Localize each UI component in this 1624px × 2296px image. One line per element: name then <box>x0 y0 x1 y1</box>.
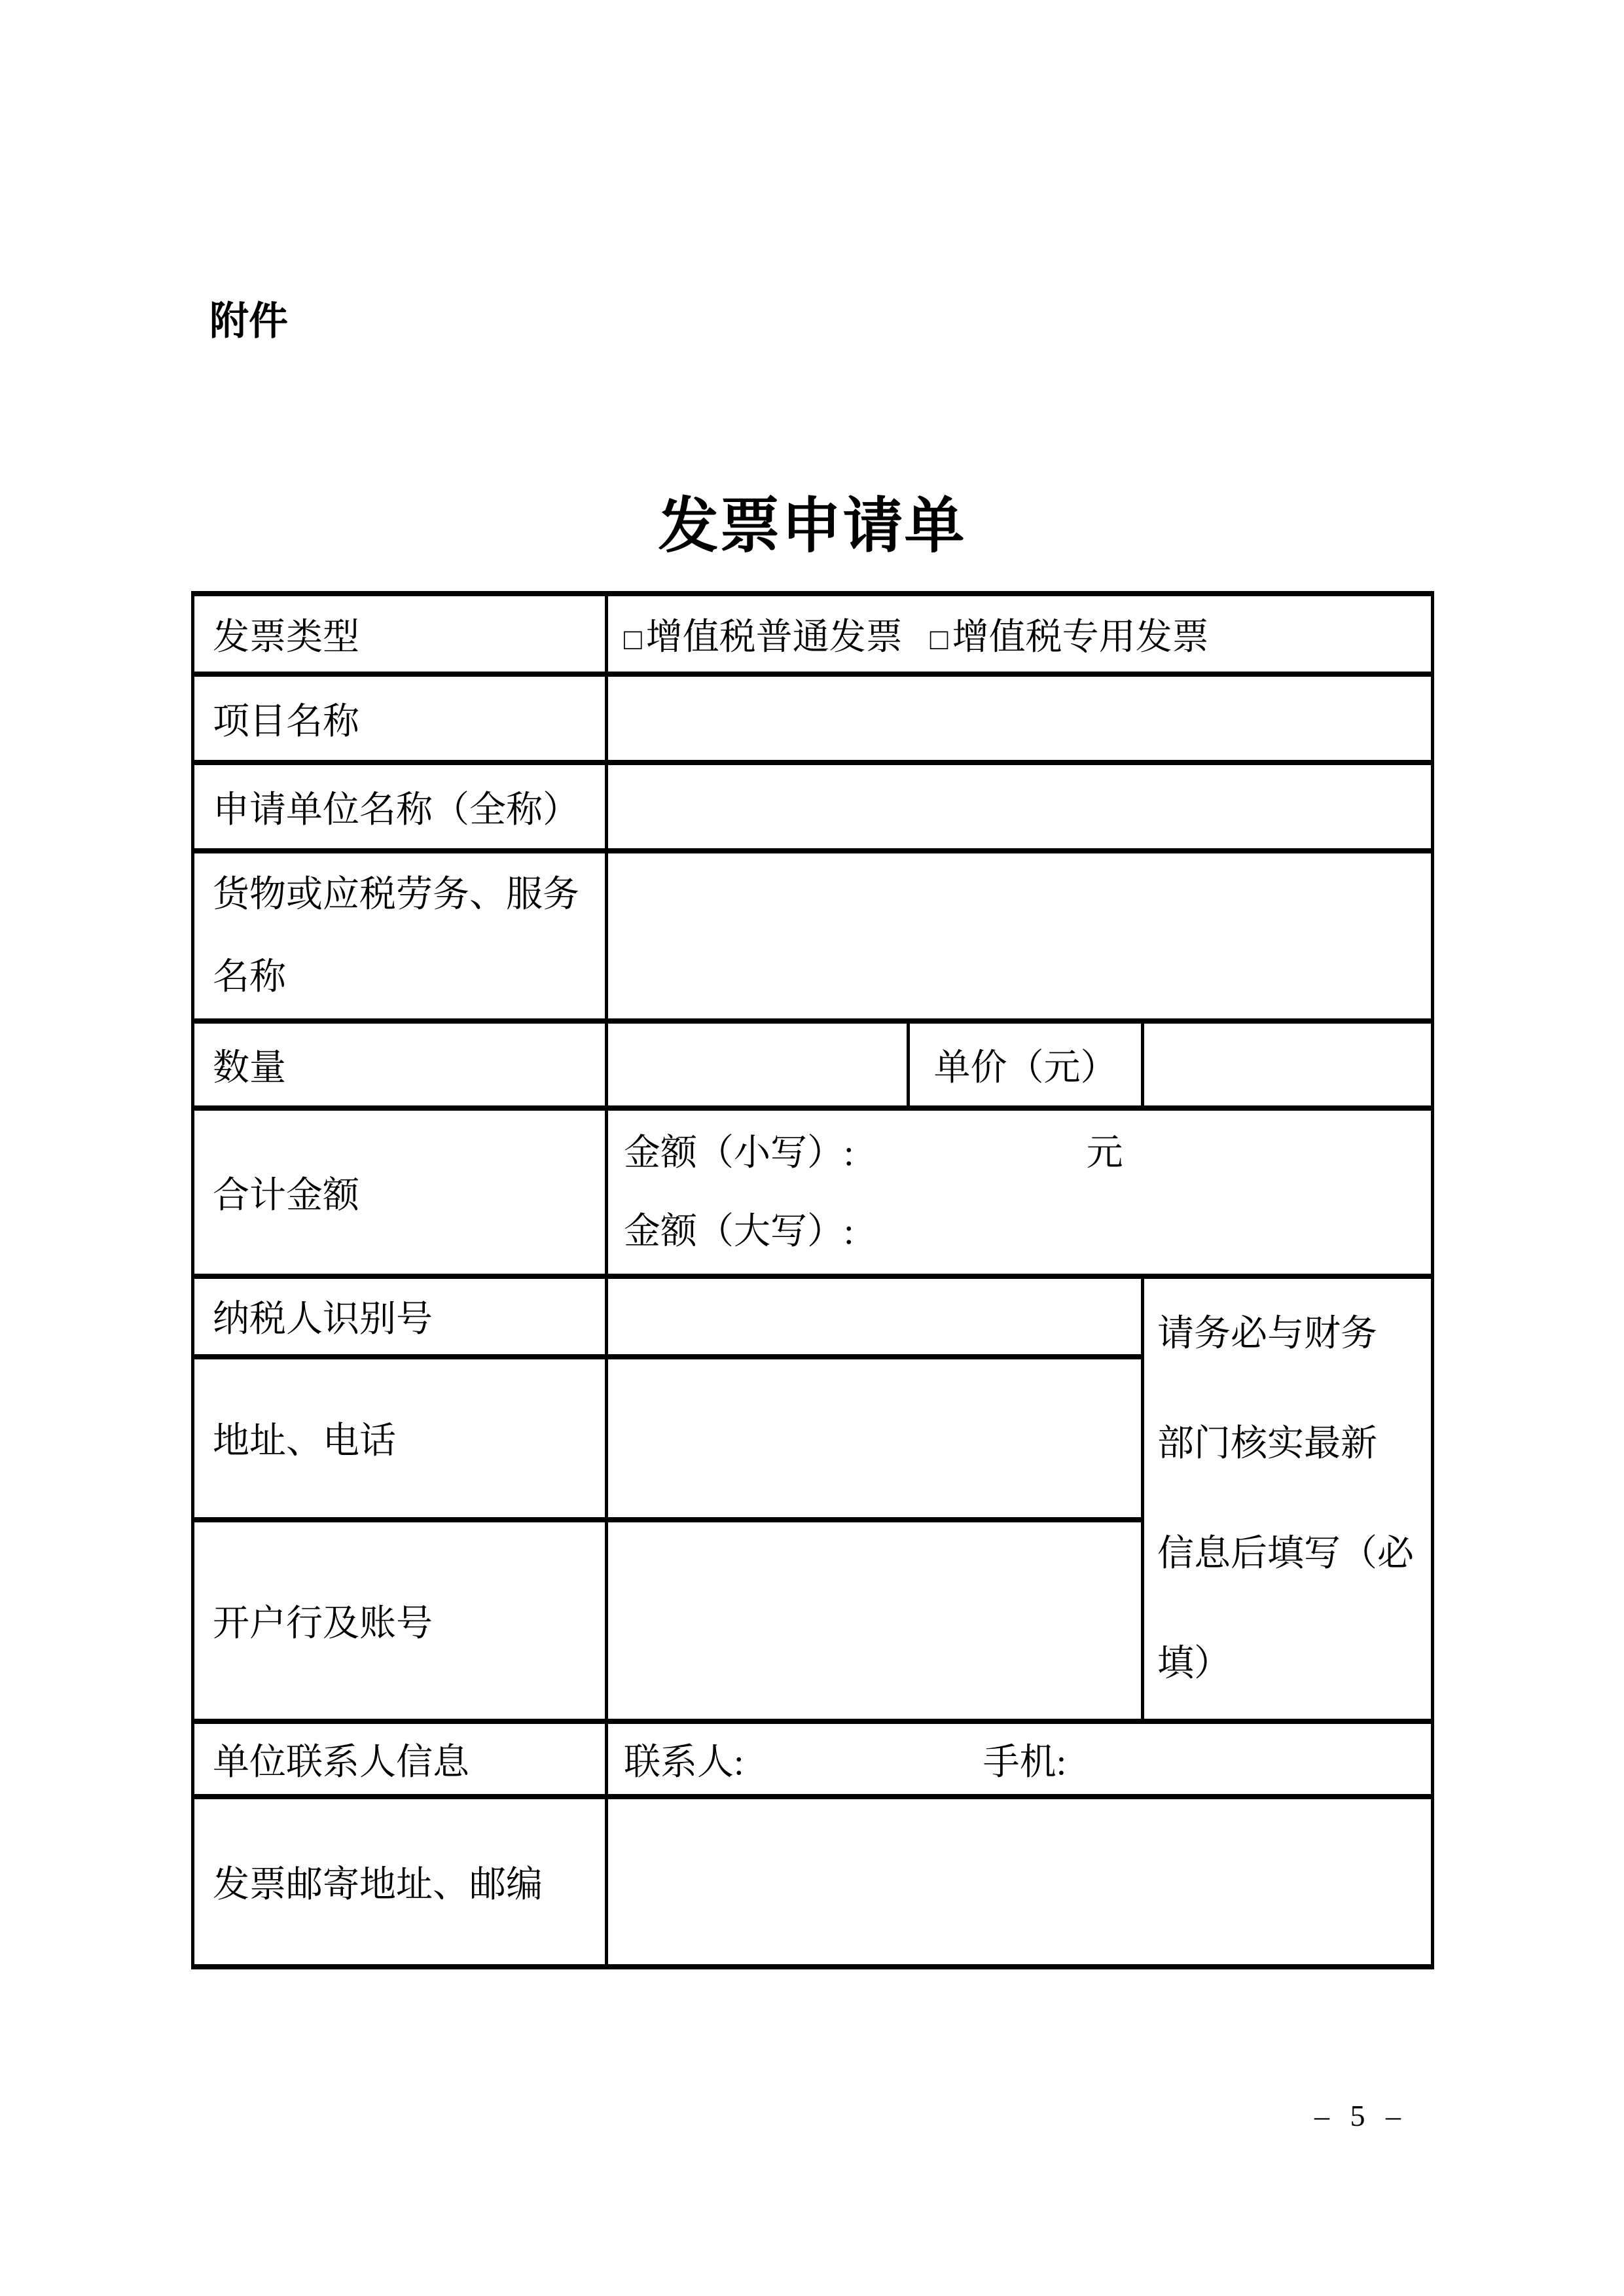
amount-unit-label: 元 <box>1086 1132 1123 1174</box>
invoice-type-options-cell <box>607 594 1433 674</box>
address-phone-value-cell <box>607 1357 1143 1520</box>
finance-note-cell <box>1143 1276 1433 1721</box>
contact-info-label: 单位联系人信息 <box>193 1721 607 1797</box>
table-row <box>193 1721 1433 1797</box>
total-amount-label: 合计金额 <box>193 1108 607 1276</box>
invoice-type-label: 发票类型 <box>193 594 607 674</box>
goods-services-label-line2: 名称 <box>213 957 286 997</box>
applicant-unit-value-cell <box>607 762 1433 851</box>
contact-info-cell <box>607 1721 1433 1797</box>
table-row <box>193 674 1433 762</box>
attachment-label: 附件 <box>209 298 288 344</box>
invoice-type-option-special: 增值税专用发票 <box>952 617 1209 658</box>
goods-services-value-cell <box>607 851 1433 1021</box>
unit-price-value-cell <box>1143 1021 1433 1108</box>
quantity-label: 数量 <box>193 1021 607 1108</box>
goods-services-label-line1: 货物或应税劳务、服务 <box>213 874 579 915</box>
page-title: 发票申请单 <box>658 493 966 560</box>
invoice-type-option-ordinary: 增值税普通发票 <box>645 617 903 658</box>
table-row <box>193 762 1433 851</box>
table-row <box>193 1276 1433 1357</box>
address-phone-label: 地址、电话 <box>193 1357 607 1520</box>
finance-note-line1: 请务必与财务 <box>1157 1314 1377 1354</box>
table-row <box>193 594 1433 674</box>
amount-words-line <box>624 1193 1431 1271</box>
mailing-address-value-cell <box>607 1797 1433 1967</box>
table-row <box>193 1108 1433 1276</box>
finance-note-line3: 信息后填写（必 <box>1157 1534 1414 1574</box>
bank-account-label: 开户行及账号 <box>193 1520 607 1721</box>
contact-mobile-label: 手机: <box>983 1742 1067 1783</box>
goods-services-label <box>193 851 607 1021</box>
checkbox-ordinary-invoice-icon: □ <box>624 622 642 656</box>
taxpayer-id-value-cell <box>607 1276 1143 1357</box>
unit-price-label: 单价（元） <box>909 1021 1143 1108</box>
contact-person-label: 联系人: <box>624 1742 744 1783</box>
amount-numeric-line <box>624 1114 1431 1193</box>
total-amount-cell <box>607 1108 1433 1276</box>
quantity-value-cell <box>607 1021 909 1108</box>
finance-note-line4: 填） <box>1157 1643 1231 1684</box>
mailing-address-label: 发票邮寄地址、邮编 <box>193 1797 607 1967</box>
amount-numeric-label: 金额（小写）: <box>624 1132 854 1174</box>
taxpayer-id-label: 纳税人识别号 <box>193 1276 607 1357</box>
amount-words-label: 金额（大写）: <box>624 1211 854 1252</box>
bank-account-value-cell <box>607 1520 1143 1721</box>
page-number: – 5 – <box>1314 2099 1407 2132</box>
table-row <box>193 851 1433 1021</box>
invoice-application-table <box>191 591 1434 1969</box>
table-row <box>193 1797 1433 1967</box>
applicant-unit-label: 申请单位名称（全称） <box>193 762 607 851</box>
project-name-label: 项目名称 <box>193 674 607 762</box>
finance-note-line2: 部门核实最新 <box>1157 1424 1377 1464</box>
table-row <box>193 1021 1433 1108</box>
checkbox-special-invoice-icon: □ <box>929 622 948 656</box>
project-name-value-cell <box>607 674 1433 762</box>
